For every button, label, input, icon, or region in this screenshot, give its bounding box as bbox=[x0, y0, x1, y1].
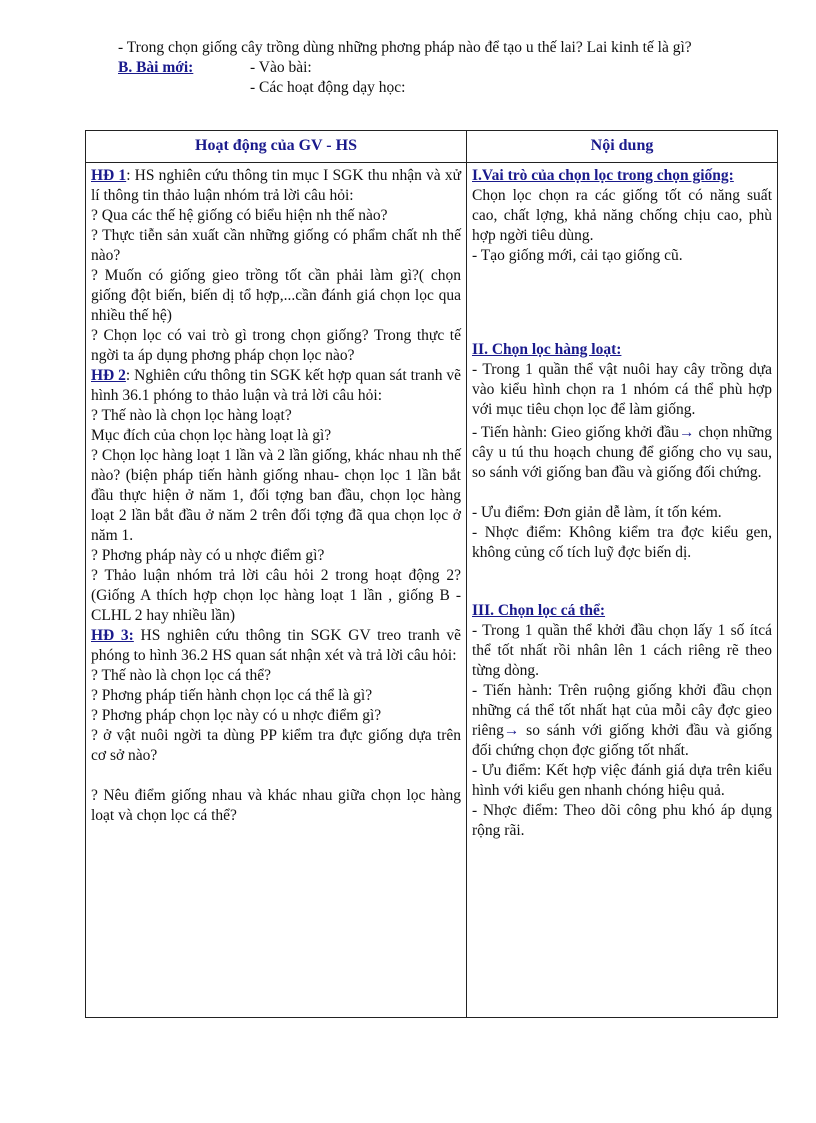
intro bbox=[118, 38, 778, 98]
question: ? Phơng pháp này có u nhợc điểm gì? bbox=[91, 547, 325, 564]
section-1-text: Chọn lọc chọn ra các giống tốt có năng suất cao, chất lợng, khả năng chống chịu cao, phù hợp ngời tiêu dùng. bbox=[472, 187, 772, 244]
table-header-row bbox=[86, 131, 778, 163]
section-1-title: I.Vai trò của chọn lọc trong chọn giống: bbox=[472, 167, 734, 184]
intro-question: - Trong chọn giống cây trồng dùng những phơng pháp nào để tạo u thế lai? Lai kinh tế là gì? bbox=[118, 39, 692, 56]
content-cell bbox=[467, 163, 778, 1018]
question: ? Chọn lọc có vai trò gì trong chọn giống? Trong thực tế ngời ta áp dụng phơng pháp chọn lọc nào? bbox=[91, 327, 461, 364]
hd1-paragraph bbox=[91, 166, 461, 206]
hd3-paragraph bbox=[91, 626, 461, 666]
arrow-right-icon: → bbox=[503, 722, 520, 739]
section-3-procedure bbox=[472, 681, 772, 761]
question: Mục đích của chọn lọc hàng loạt là gì? bbox=[91, 427, 332, 444]
hd2-label: HĐ 2 bbox=[91, 367, 126, 384]
question: ? Thảo luận nhóm trả lời câu hỏi 2 trong hoạt động 2? (Giống A thích hợp chọn lọc hàng loạt 1 lần , giống B - CLHL 2 hay nhiều lần) bbox=[91, 567, 461, 624]
section-3-text: - Trong 1 quần thể khởi đầu chọn lấy 1 số ítcá thể tốt nhất rồi nhân lên 1 cách riêng rẽ theo từng dòng. bbox=[472, 622, 772, 679]
section-2-text: - Trong 1 quần thể vật nuôi hay cây trồng dựa vào kiểu hình chọn ra 1 nhóm cá thể phù hợp với mục tiêu chọn lọc để làm giống. bbox=[472, 361, 772, 418]
section-2-procedure-a: - Tiến hành: Gieo giống khởi đầu bbox=[472, 424, 679, 441]
activities-cell bbox=[86, 163, 467, 1018]
section-3-title: III. Chọn lọc cá thể: bbox=[472, 602, 606, 619]
header-activities: Hoạt động của GV - HS bbox=[86, 131, 467, 163]
hd3-text: HS nghiên cứu thông tin SGK GV treo tranh vẽ phóng to hình 36.2 HS quan sát nhận xét và trả lời câu hỏi: bbox=[91, 627, 461, 664]
question: ? Nêu điểm giống nhau và khác nhau giữa chọn lọc hàng loạt và chọn lọc cá thể? bbox=[91, 787, 461, 824]
question: ? Phơng pháp chọn lọc này có u nhợc điểm gì? bbox=[91, 707, 382, 724]
question: ? Phơng pháp tiến hành chọn lọc cá thể là gì? bbox=[91, 687, 373, 704]
new-lesson-label: B. Bài mới: bbox=[118, 59, 194, 76]
hd3-label: HĐ 3: bbox=[91, 627, 134, 644]
hd2-text: : Nghiên cứu thông tin SGK kết hợp quan sát tranh vẽ hình 36.1 phóng to thảo luận và trả lời câu hỏi: bbox=[91, 367, 462, 404]
hd1-text: : HS nghiên cứu thông tin mục I SGK thu nhận và xử lí thông tin thảo luận nhóm trả lời câu hỏi: bbox=[91, 167, 462, 204]
section-1-text: - Tạo giống mới, cải tạo giống cũ. bbox=[472, 247, 683, 264]
question: ? Thế nào là chọn lọc cá thể? bbox=[91, 667, 272, 684]
section-2-cons: - Nhợc điểm: Không kiểm tra đợc kiểu gen, không củng cố tích luỹ đợc biến dị. bbox=[472, 524, 772, 561]
intro-vao-bai: - Vào bài: bbox=[250, 59, 312, 76]
header-content: Nội dung bbox=[467, 131, 778, 163]
section-2-title: II. Chọn lọc hàng loạt: bbox=[472, 341, 622, 358]
question: ? Chọn lọc hàng loạt 1 lần và 2 lần giống, khác nhau nh thế nào? (biện pháp tiến hành giống nhau- chọn lọc 1 lần bắt đầu thực hiện ở năm 1, đối tợng ban đầu, chọn lọc hàng loạt 2 lần bắt đầu ở năm 2 trên đối tợng đã qua chọn lọc ở năm 1. bbox=[91, 447, 461, 544]
arrow-right-icon: → bbox=[678, 424, 695, 441]
question: ? ở vật nuôi ngời ta dùng PP kiểm tra đực giống dựa trên cơ sở nào? bbox=[91, 727, 461, 764]
section-2-pros: - Ưu điểm: Đơn giản dễ làm, ít tốn kém. bbox=[472, 504, 722, 521]
new-lesson-row bbox=[118, 58, 778, 78]
section-2-procedure-b: chọn những cây u tú thu hoạch chung để giống cho vụ sau, so sánh với giống ban đầu và giống đối chứng. bbox=[472, 424, 773, 481]
section-3-procedure-a: - Tiến hành: Trên ruộng giống khởi đầu chọn những cá thể tốt nhất hạt của mỗi cây đợc gieo riêng bbox=[472, 682, 772, 739]
hd1-label: HĐ 1 bbox=[91, 167, 127, 184]
section-2-procedure bbox=[472, 423, 772, 483]
intro-hoat-dong: - Các hoạt động dạy học: bbox=[250, 79, 406, 96]
question: ? Thế nào là chọn lọc hàng loạt? bbox=[91, 407, 292, 424]
question: ? Muốn có giống gieo trồng tốt cần phải làm gì?( chọn giống đột biến, biến dị tổ hợp,...cần đánh giá chọn lọc qua nhiều thế hệ) bbox=[91, 267, 461, 324]
hd2-paragraph bbox=[91, 366, 461, 406]
section-3-cons: - Nhợc điểm: Theo dõi công phu khó áp dụng rộng rãi. bbox=[472, 802, 772, 839]
section-3-procedure-b: so sánh với giống khởi đầu và giống đối chứng chọn đợc giống tốt nhất. bbox=[472, 722, 772, 759]
table-body-row bbox=[86, 163, 778, 1018]
question: ? Qua các thế hệ giống có biểu hiện nh thế nào? bbox=[91, 207, 388, 224]
section-3-pros: - Ưu điểm: Kết hợp việc đánh giá dựa trên kiểu hình với kiểu gen nhanh chóng hiệu quả. bbox=[472, 762, 772, 799]
lesson-table bbox=[85, 130, 778, 1018]
question: ? Thực tiễn sản xuất cần những giống có phẩm chất nh thế nào? bbox=[91, 227, 461, 264]
